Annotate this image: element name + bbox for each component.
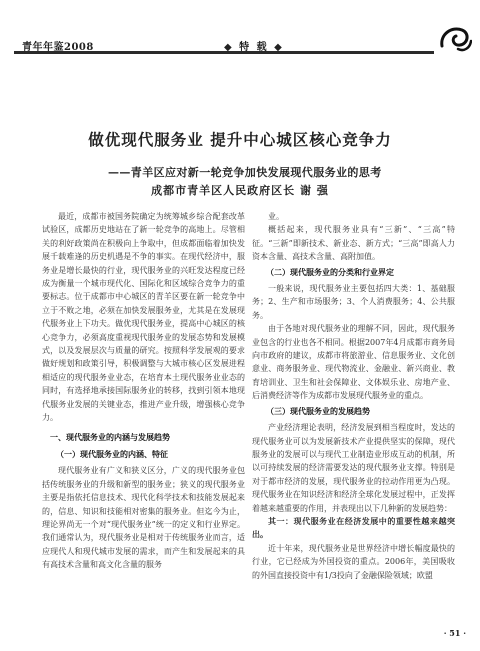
page-header: [14, 38, 466, 54]
subsection-heading: （三）现代服务业的发展趋势: [266, 406, 370, 416]
lead-sentence: 其一：现代服务业在经济发展中的重要性越来越突出。: [252, 515, 455, 540]
body-paragraph: 现代服务业有广义和狭义区分，广义的现代服务业包括传统服务业的升级和新型的服务业；狭义的现代服务业主要是指依托信息技术、现代化科学技术和技能发展起来的，信息、知识和技能相对密集的服务业。但迄今为止，理论界尚无一个对“现代服务业”统一的定义和行业界定。我们通常认为，现代服务业是相对于传统服务业而言，适应现代人和现代城市发展的需求，而产生和发展起来的具有高技术含量和高文化含量的服务: [42, 466, 245, 570]
article-subtitle: ——青羊区应对新一轮竞争加快发展现代服务业的思考: [108, 166, 382, 179]
body-paragraph: 业。: [268, 212, 284, 221]
article-author: 成都市青羊区人民政府区长 谢 强: [151, 184, 329, 197]
body-paragraph: 近十年来，现代服务业是世界经济中增长幅度最快的行业，它已经成为外国投资的重点。2006年，美国吸收的外国直接投资中有1/3投向了金融保险领域；欧盟: [252, 543, 455, 580]
article-title: 做优现代服务业 提升中心城区核心竞争力: [88, 130, 392, 149]
body-paragraph: 由于各地对现代服务业的理解不同，因此，现代服务业包含的行业也各不相同。根据2007年4月成都市商务局向市政府的建议，成都市将旅游业、信息服务业、文化创意业、商务服务业、现代物流业、金融业、新兴商业、教育培训业、卫生和社会保障业、文体娱乐业、房地产业、后消费经济等作为成都市发展现代服务业的重点。: [252, 324, 455, 401]
body-paragraph: 一般来说，现代服务业主要包括四大类：1、基础服务；2、生产和市场服务；3、个人消费服务；4、公共服务。: [252, 284, 455, 320]
right-column: [252, 210, 455, 582]
body-paragraph: 概括起来，现代服务业具有“三新”、“三高”特征。“三新”即新技术、新业态、新方式；“三高”即高人力资本含量、高技术含量、高附加值。: [252, 225, 455, 262]
swirl-logo-icon: [438, 24, 472, 54]
subsection-heading: （一）现代服务业的内涵、特征: [56, 449, 168, 459]
intro-paragraph: 最近，成都市被国务院确定为统筹城乡综合配套改革试验区，成都历史地站在了新一轮竞争的高地上。尽管相关的利好政策尚在积极向上争取中，但成都面临着加快发展千载难逢的历史机遇是不争的事实。在现代经济中，服务业是增长最快的行业，现代服务业的兴旺发达程度已经成为衡量一个城市现代化、国际化和区域综合竞争力的重要标志。位于成都市中心城区的青羊区要在新一轮竞争中立于不败之地，必须在加快发展服务业，尤其是在发展现代服务业上下功夫。做优现代服务业，提高中心城区的核心竞争力，必须高度重视现代服务业的发展态势和发展模式，以及发展层次与质量的研究。按照科学发展观的要求做好规划和政策引导，积极调整与大城市核心区发展进程相适应的现代服务业业态，在培育本土现代服务业业态的同时，有选择地承接国际服务业的转移，找到引领本地现代服务业发展的关键业态，推进产业升级，增强核心竞争力。: [42, 212, 245, 423]
page-number: · 51 ·: [443, 628, 466, 638]
section-label: ◆ 特 载 ◆: [224, 42, 284, 53]
section-heading: 一、现代服务业的内涵与发展趋势: [50, 432, 170, 442]
left-column: [42, 210, 245, 572]
subsection-heading: （二）现代服务业的分类和行业界定: [266, 267, 394, 277]
body-paragraph: 产业经济理论表明，经济发展到相当程度时，发达的现代服务业可以为发展新技术产业提供坚实的保障，现代服务业的发展可以与现代工业制造业形成互动的机制，所以可持续发展的经济需要发达的现代服务业支撑。特别是对于都市经济的发展，现代服务业的拉动作用更为凸现。现代服务业在知识经济和经济全球化发展过程中，正发挥着越来越重要的作用，并表现出以下几种新的发展趋势：: [252, 423, 455, 513]
yearbook-label: 青年年鉴2008: [22, 42, 94, 53]
